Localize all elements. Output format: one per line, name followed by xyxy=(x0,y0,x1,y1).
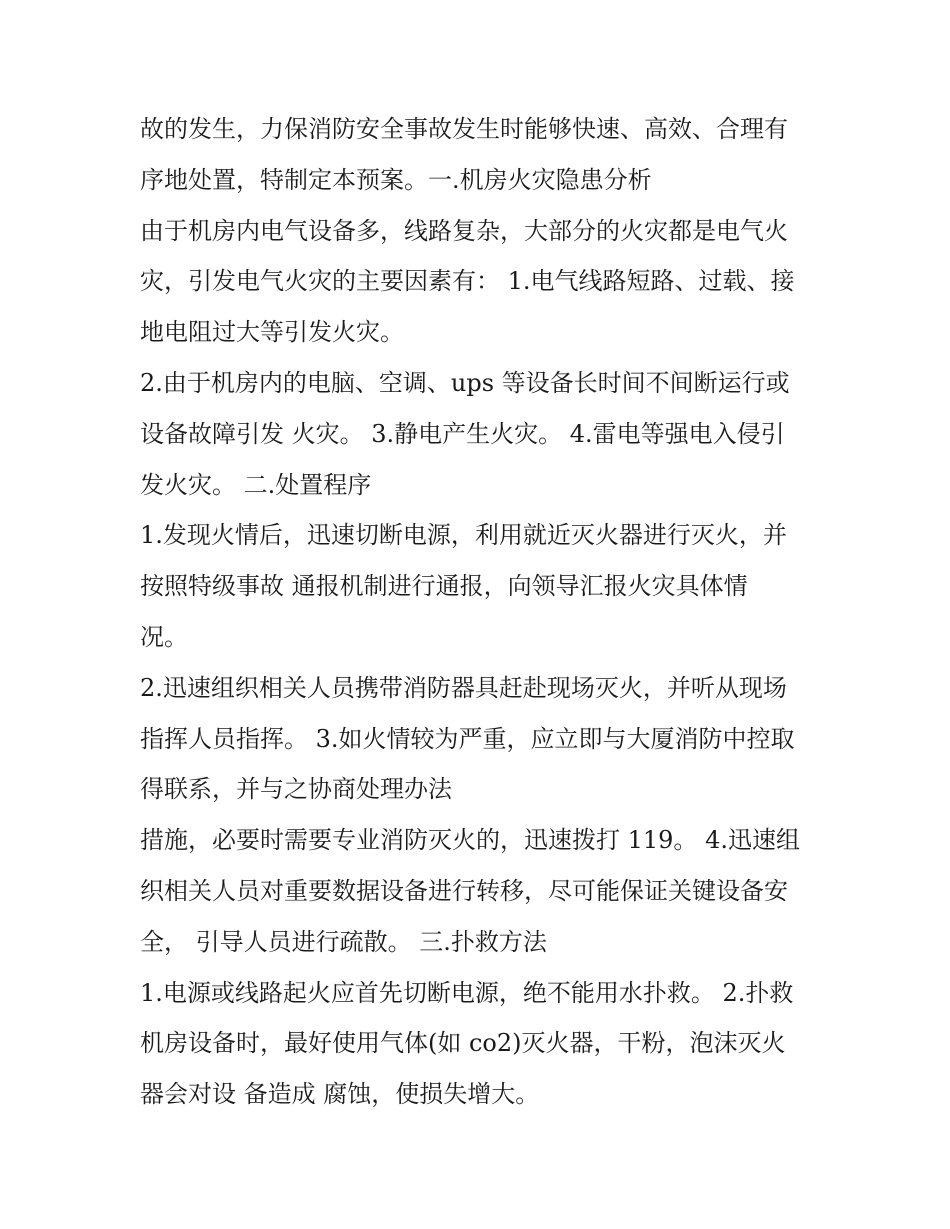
text-line: 由于机房内电气设备多，线路复杂，大部分的火灾都是电气火 xyxy=(140,216,788,245)
text-line: 器会对设 备造成 腐蚀，使损失增大。 xyxy=(140,1080,540,1109)
text-line: 2.由于机房内的电脑、空调、ups 等设备长时间不间断运行或 xyxy=(140,368,790,397)
text-line: 设备故障引发 火灾。 3.静电产生火灾。 4.雷电等强电入侵引 xyxy=(140,419,785,448)
text-line: 1.发现火情后，迅速切断电源，利用就近灭火器进行灭火，并 xyxy=(140,521,787,550)
document-body xyxy=(140,104,820,1120)
text-line: 按照特级事故 通报机制进行通报，向领导汇报火灾具体情 xyxy=(140,572,748,601)
text-line: 灾，引发电气火灾的主要因素有： 1.电气线路短路、过载、接 xyxy=(140,267,795,296)
text-line: 发火灾。 二.处置程序 xyxy=(140,470,372,499)
text-line: 机房设备时，最好使用气体(如 co2)灭火器，干粉，泡沫灭火 xyxy=(140,1029,786,1058)
text-line: 况。 xyxy=(140,622,188,651)
text-line: 全， 引导人员进行疏散。 三.扑救方法 xyxy=(140,927,547,956)
text-line: 织相关人员对重要数据设备进行转移，尽可能保证关键设备安 xyxy=(140,876,788,905)
text-line: 序地处置，特制定本预案。一.机房火灾隐患分析 xyxy=(140,165,652,194)
text-line: 故的发生，力保消防安全事故发生时能够快速、高效、合理有 xyxy=(140,115,788,143)
text-line: 措施，必要时需要专业消防灭火的，迅速拨打 119。 4.迅速组 xyxy=(140,826,800,855)
text-line: 1.电源或线路起火应首先切断电源，绝不能用水扑救。 2.扑救 xyxy=(140,978,794,1007)
text-line: 2.迅速组织相关人员携带消防器具赶赴现场灭火，并听从现场 xyxy=(140,673,787,702)
text-line: 指挥人员指挥。 3.如火情较为严重，应立即与大厦消防中控取 xyxy=(140,724,795,753)
text-line: 得联系，并与之协商处理办法 xyxy=(140,775,452,804)
text-line: 地电阻过大等引发火灾。 xyxy=(140,318,404,347)
